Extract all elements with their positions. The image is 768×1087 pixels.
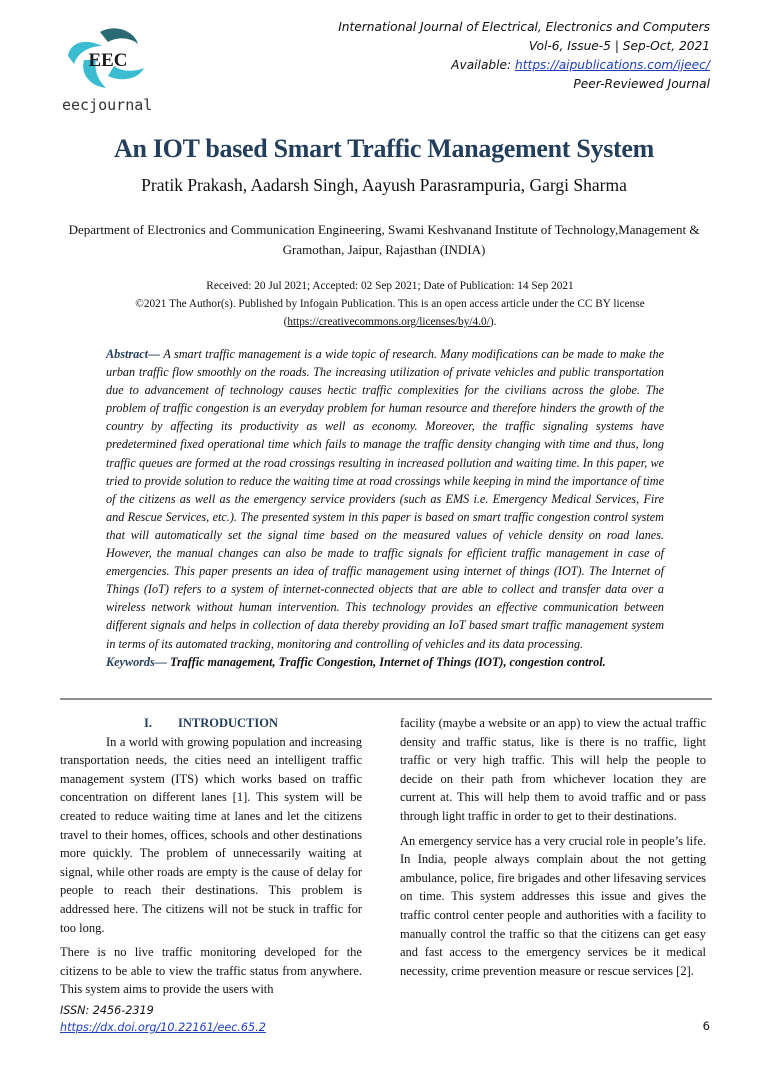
peer-review-label: Peer-Reviewed Journal bbox=[573, 77, 710, 91]
body-paragraph: There is no live traffic monitoring developed for the citizens to be able to view the traffic status from anywhere. This system aims to provide the users with bbox=[60, 945, 362, 997]
issn: ISSN: 2456-2319 bbox=[60, 1004, 154, 1017]
section-heading-introduction bbox=[60, 714, 362, 733]
body-paragraph: In a world with growing population and increasing transportation needs, the cities need an intelligent traffic management system (ITS) which works based on traffic concentration on different lanes [1]. This system will be created to reduce waiting time at lanes and let the citizens travel to their homes, offices, schools and other destinations more quickly. The problem of unnecessarily waiting at signal, while other roads are empty is the cause of delay for people to reach their destinations. This problem is addressed here. The citizens will not be stuck in traffic for too long. bbox=[60, 734, 362, 935]
abstract bbox=[106, 345, 664, 653]
body-column-right bbox=[400, 714, 706, 986]
license-url-link[interactable]: https://creativecommons.org/licenses/by/4.0/ bbox=[287, 316, 490, 328]
page-footer bbox=[60, 1002, 266, 1036]
logo-wordmark: eecjournal bbox=[62, 96, 153, 114]
eec-swirl-logo-icon bbox=[62, 16, 152, 96]
keywords-text: Traffic management, Traffic Congestion, Internet of Things (IOT), congestion control. bbox=[166, 655, 606, 669]
keywords-label: Keywords— bbox=[106, 655, 167, 669]
body-column-left bbox=[60, 714, 362, 1005]
journal-url-link[interactable]: https://aipublications.com/ijeec/ bbox=[515, 58, 710, 72]
journal-availability bbox=[338, 56, 710, 75]
section-divider bbox=[60, 698, 712, 700]
affiliation-line-2: Gramothan, Jaipur, Rajasthan (INDIA) bbox=[282, 242, 486, 257]
publication-info bbox=[100, 277, 680, 331]
paper-authors: Pratik Prakash, Aadarsh Singh, Aayush Parasrampuria, Gargi Sharma bbox=[141, 175, 627, 195]
abstract-text: A smart traffic management is a wide topic of research. Many modifications can be made to make the urban traffic flow smoothly on the roads. The increasing utilization of private vehicles and public transportation due to advancement of technology causes hectic traffic complexities for the civilians across the globe. The problem of traffic congestion is an everyday problem for human resource and therefore hinders the growth of the country by affecting its productivity as well as economy. Moreover, the traffic signaling systems have predetermined fixed operational time which fails to manage the traffic density changing with time and thus, long traffic queues are formed at the road crossings resulting in increased pollution and waiting time. In this paper, we tried to provide solution to reduce the waiting time at road crossings while keeping in mind the importance of time of the citizens as well as the emergency service providers (such as EMS i.e. Emergency Medical Services, Fire and Rescue Services, etc.). The presented system in this paper is based on smart traffic congestion control system that will automatically set the signal time based on the measured values of vehicle density on road lanes. However, the manual changes can also be made to traffic signals for efficient traffic management in case of emergencies. This paper presents an idea of traffic management using internet of things (IOT). The Internet of Things (IoT) refers to a system of internet-connected objects that are able to collect and transfer data over a wireless network without human intervention. This technology provides an effective communication between different signals and helps in collection of data thereby providing an IoT based smart traffic management system in terms of its automated tracking, monitoring and controlling of vehicles and its data processing. bbox=[106, 347, 664, 651]
paren-open: ( bbox=[283, 316, 288, 328]
affiliation-line-1: Department of Electronics and Communication Engineering, Swami Keshvanand Institute of Technology,Management & bbox=[68, 222, 700, 237]
journal-name: International Journal of Electrical, Electronics and Computers bbox=[338, 20, 710, 34]
license-url-line bbox=[100, 313, 680, 331]
section-number: I. bbox=[143, 716, 152, 730]
logo-mark-text: EEC bbox=[88, 50, 128, 71]
section-title: INTRODUCTION bbox=[177, 716, 278, 730]
license-statement: ©2021 The Author(s). Published by Infogain Publication. This is an open access article under the CC BY license bbox=[135, 298, 645, 310]
abstract-label: Abstract— bbox=[106, 347, 161, 361]
paper-affiliation bbox=[64, 220, 704, 260]
paper-title: An IOT based Smart Traffic Management System bbox=[114, 134, 654, 163]
publication-dates: Received: 20 Jul 2021; Accepted: 02 Sep 2021; Date of Publication: 14 Sep 2021 bbox=[206, 280, 574, 292]
page-number: 6 bbox=[702, 1019, 710, 1033]
keywords bbox=[106, 655, 664, 670]
paren-close: ). bbox=[489, 316, 497, 328]
body-paragraph: An emergency service has a very crucial role in people’s life. In India, people always complain about the not getting ambulance, police, fire brigades and other lifesaving services on time. This system addresses this issue and gives the traffic control center people and authorities with a facility to manually control the traffic so that the citizens can get easy and fast access to the emergency services be it medical necessity, crime prevention measure or rescue services [2]. bbox=[400, 833, 706, 978]
journal-issue: Vol-6, Issue-5 | Sep-Oct, 2021 bbox=[528, 39, 710, 53]
available-label: Available: bbox=[451, 58, 516, 72]
doi-link[interactable]: https://dx.doi.org/10.22161/eec.65.2 bbox=[60, 1021, 266, 1034]
journal-header bbox=[338, 18, 710, 94]
body-paragraph: facility (maybe a website or an app) to view the actual traffic density and traffic status, like is there is no traffic, light traffic or very high traffic. This will help the people to decide on their path from whichever location they are current at. This will help them to avoid traffic and or pass through light traffic in order to get to their destinations. bbox=[400, 716, 706, 823]
